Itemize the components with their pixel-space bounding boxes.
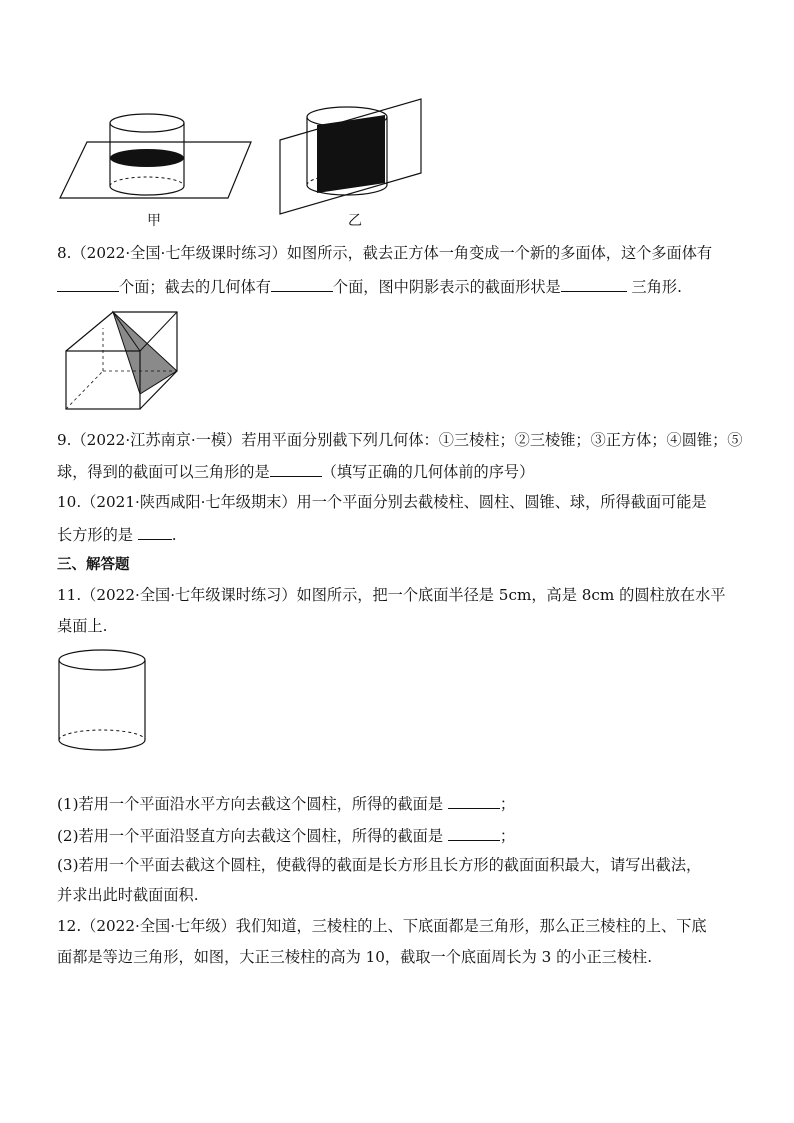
q11-line2: 桌面上. — [57, 617, 108, 635]
q11-sub1-text: (1)若用一个平面沿水平方向去截这个圆柱，所得的截面是 — [57, 795, 448, 813]
answer-blank[interactable] — [57, 275, 119, 292]
answer-blank[interactable] — [448, 824, 500, 841]
cylinder-figure — [56, 648, 148, 752]
q8-text-a: 个面；截去的几何体有 — [119, 278, 271, 296]
q9-line2 — [57, 460, 534, 482]
answer-blank[interactable] — [270, 460, 322, 477]
q10-line2 — [57, 523, 177, 545]
q9-text-b: （填写正确的几何体前的序号） — [321, 463, 535, 481]
figure-label-yi: 乙 — [348, 213, 362, 229]
answer-blank[interactable] — [448, 792, 500, 809]
q12-line1: 12.（2022·全国·七年级）我们知道，三棱柱的上、下底面都是三角形，那么正三棱柱的上、下底 — [57, 917, 707, 935]
q11-sub1-end: ； — [499, 795, 516, 813]
q10-text-b: . — [171, 526, 177, 544]
q8-text-b: 个面，图中阴影表示的截面形状是 — [332, 278, 561, 296]
q11-sub1 — [57, 792, 515, 814]
cube-cut-corner-figure — [60, 308, 185, 413]
q8-line2 — [57, 275, 682, 297]
q8-text-c: 三角形. — [626, 278, 682, 296]
cylinder-vertical-cut-figure — [275, 95, 435, 215]
q9-line1: 9.（2022·江苏南京·一模）若用平面分别截下列几何体：①三棱柱；②三棱锥；③正方体；④圆锥；⑤ — [57, 431, 743, 449]
answer-blank[interactable] — [138, 523, 172, 540]
q11-sub3-line2: 并求出此时截面面积. — [57, 886, 199, 904]
answer-blank[interactable] — [561, 275, 627, 292]
answer-blank[interactable] — [271, 275, 333, 292]
q10-text-a: 长方形的是 — [57, 526, 138, 544]
cylinder-horizontal-cut-figure — [55, 100, 265, 210]
q11-sub3-line1: (3)若用一个平面去截这个圆柱，使截得的截面是长方形且长方形的截面面积最大，请写出截法， — [57, 856, 702, 874]
q8-line1: 8.（2022·全国·七年级课时练习）如图所示，截去正方体一角变成一个新的多面体，这个多面体有 — [57, 244, 713, 262]
q11-line1: 11.（2022·全国·七年级课时练习）如图所示，把一个底面半径是 5cm，高是 8cm 的圆柱放在水平 — [57, 586, 726, 604]
q11-sub2-text: (2)若用一个平面沿竖直方向去截这个圆柱，所得的截面是 — [57, 827, 448, 845]
q9-text-a: 球，得到的截面可以三角形的是 — [57, 463, 270, 481]
figure-label-jia: 甲 — [147, 213, 161, 229]
section-heading: 三、解答题 — [57, 557, 130, 573]
q11-sub2-end: ； — [499, 827, 516, 845]
q10-line1: 10.（2021·陕西咸阳·七年级期末）用一个平面分别去截棱柱、圆柱、圆锥、球，所得截面可能是 — [57, 493, 707, 511]
q12-line2: 面都是等边三角形，如图，大正三棱柱的高为 10，截取一个底面周长为 3 的小正三棱柱. — [57, 948, 653, 966]
q11-sub2 — [57, 824, 515, 846]
